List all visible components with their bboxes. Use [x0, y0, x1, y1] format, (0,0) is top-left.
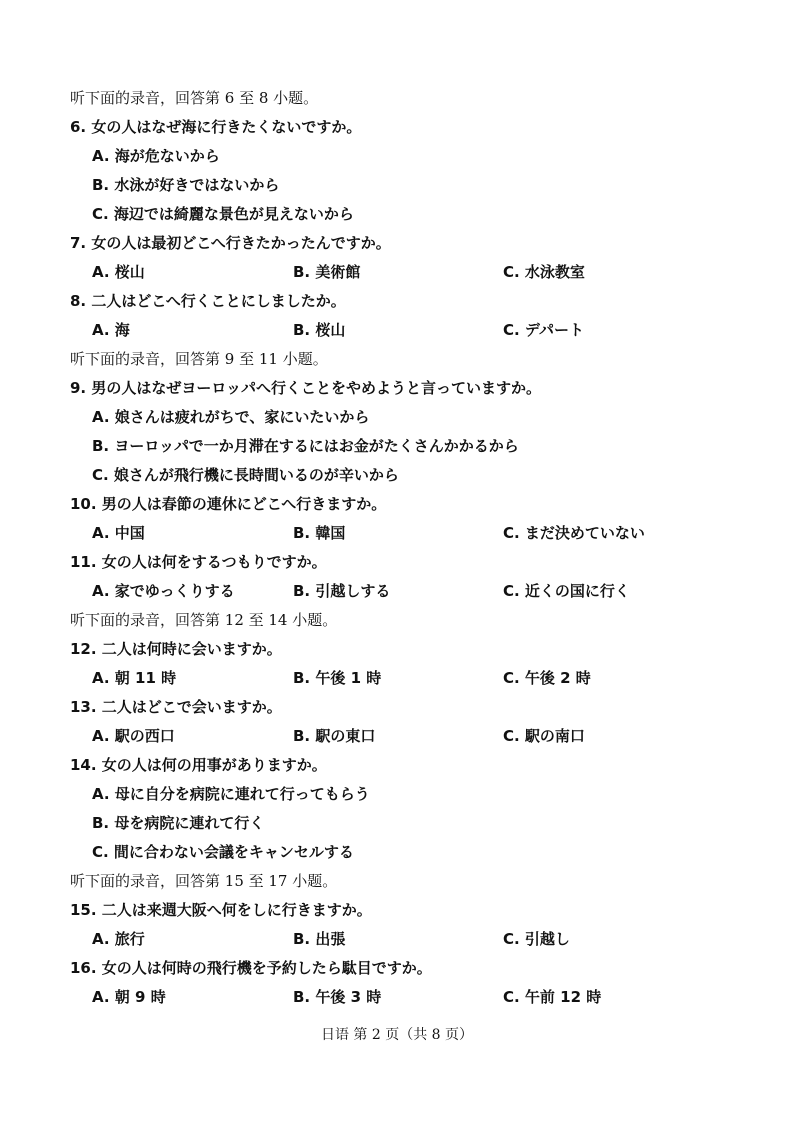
q7-option-b: B. 美術館 [293, 263, 361, 281]
question-8: 8. 二人はどこへ行くことにしましたか。 [70, 292, 346, 310]
q10-option-a: A. 中国 [92, 524, 145, 542]
q8-option-a: A. 海 [92, 321, 130, 339]
question-9: 9. 男の人はなぜヨーロッパへ行くことをやめようと言っていますか。 [70, 379, 542, 397]
q11-option-b: B. 引越しする [293, 582, 391, 600]
q12-option-c: C. 午後 2 時 [503, 669, 591, 687]
q12-option-b: B. 午後 1 時 [293, 669, 382, 687]
q13-option-c: C. 駅の南口 [503, 727, 585, 745]
question-11: 11. 女の人は何をするつもりですか。 [70, 553, 327, 571]
q16-option-c: C. 午前 12 時 [503, 988, 602, 1006]
q10-option-c: C. まだ決めていない [503, 524, 645, 542]
section-instruction: 听下面的录音，回答第 6 至 8 小题。 [70, 89, 319, 107]
q13-option-b: B. 駅の東口 [293, 727, 376, 745]
question-13: 13. 二人はどこで会いますか。 [70, 698, 282, 716]
question-14: 14. 女の人は何の用事がありますか。 [70, 756, 327, 774]
q11-option-c: C. 近くの国に行く [503, 582, 630, 600]
q14-option-c: C. 間に合わない会議をキャンセルする [92, 843, 354, 861]
page-footer: 日语 第 2 页（共 8 页） [320, 1027, 474, 1043]
q6-option-a: A. 海が危ないから [92, 147, 220, 165]
q7-option-c: C. 水泳教室 [503, 263, 585, 281]
q13-option-a: A. 駅の西口 [92, 727, 175, 745]
q14-option-b: B. 母を病院に連れて行く [92, 814, 265, 832]
section-instruction: 听下面的录音，回答第 15 至 17 小题。 [70, 872, 338, 890]
q10-option-b: B. 韓国 [293, 524, 346, 542]
question-16: 16. 女の人は何時の飛行機を予約したら駄目ですか。 [70, 959, 432, 977]
question-6: 6. 女の人はなぜ海に行きたくないですか。 [70, 118, 362, 136]
q8-option-c: C. デパート [503, 321, 585, 339]
question-10: 10. 男の人は春節の連休にどこへ行きますか。 [70, 495, 387, 513]
q15-option-b: B. 出張 [293, 930, 346, 948]
q6-option-c: C. 海辺では綺麗な景色が見えないから [92, 205, 354, 223]
q15-option-c: C. 引越し [503, 930, 570, 948]
q7-option-a: A. 桜山 [92, 263, 145, 281]
q6-option-b: B. 水泳が好きではないから [92, 176, 280, 194]
q15-option-a: A. 旅行 [92, 930, 145, 948]
q9-option-a: A. 娘さんは疲れがちで、家にいたいから [92, 408, 370, 426]
q12-option-a: A. 朝 11 時 [92, 669, 177, 687]
question-12: 12. 二人は何時に会いますか。 [70, 640, 282, 658]
q9-option-c: C. 娘さんが飛行機に長時間いるのが辛いから [92, 466, 399, 484]
q11-option-a: A. 家でゆっくりする [92, 582, 235, 600]
section-instruction: 听下面的录音，回答第 9 至 11 小题。 [70, 350, 328, 368]
q16-option-a: A. 朝 9 時 [92, 988, 166, 1006]
question-15: 15. 二人は来週大阪へ何をしに行きますか。 [70, 901, 372, 919]
section-instruction: 听下面的录音，回答第 12 至 14 小题。 [70, 611, 338, 629]
q14-option-a: A. 母に自分を病院に連れて行ってもらう [92, 785, 370, 803]
question-7: 7. 女の人は最初どこへ行きたかったんですか。 [70, 234, 391, 252]
q9-option-b: B. ヨーロッパで一か月滞在するにはお金がたくさんかかるから [92, 437, 519, 455]
q16-option-b: B. 午後 3 時 [293, 988, 382, 1006]
q8-option-b: B. 桜山 [293, 321, 346, 339]
